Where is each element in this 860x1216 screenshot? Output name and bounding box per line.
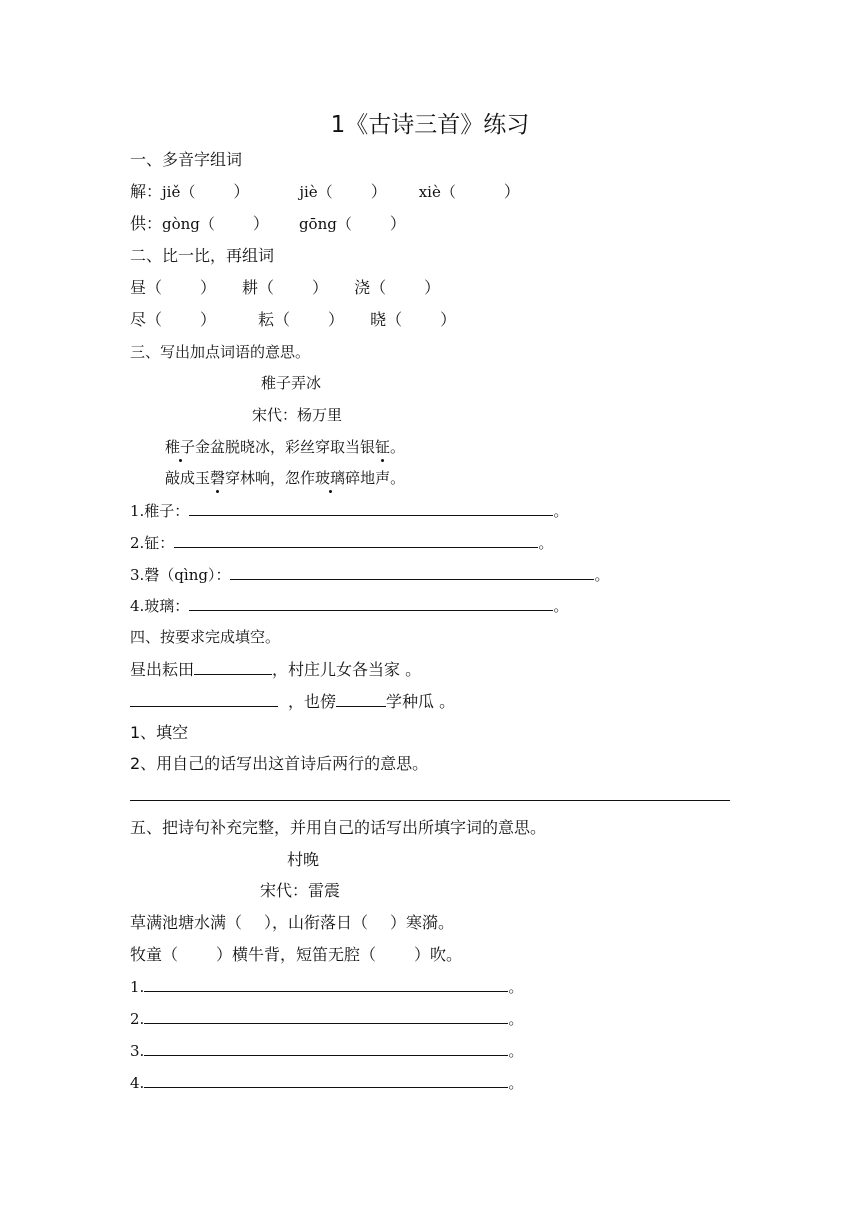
period: 。 — [508, 1042, 524, 1060]
dotted-word: 稚子 — [165, 438, 196, 456]
poem2-line1 — [130, 913, 454, 933]
compare-char: 耘（ — [258, 310, 291, 329]
poem-text: ）横牛背，短笛无腔（ — [216, 945, 377, 964]
paren: ） — [503, 182, 520, 201]
dotted-word: 钲 — [375, 438, 391, 456]
polyphone-row-gong — [130, 214, 406, 234]
answer-row-1 — [130, 977, 523, 997]
fill-line-2 — [130, 692, 455, 712]
answer-row-2 — [130, 1009, 523, 1029]
period: 。 — [553, 502, 569, 520]
poem-text: 草满池塘水满（ — [130, 913, 243, 932]
sub-question-2: 2、用自己的话写出这首诗后两行的意思。 — [130, 754, 429, 773]
answer-label: 1. — [130, 978, 145, 996]
fill-blank[interactable] — [130, 692, 278, 707]
polyphone-row-jie — [130, 182, 520, 202]
poem2-title: 村晚 — [287, 850, 320, 869]
meaning-q4 — [130, 596, 568, 616]
poem-text: 昼出耘田 — [130, 660, 195, 679]
paren: ） — [233, 182, 250, 201]
poem-text: ，村庄儿女各当家 。 — [272, 660, 422, 679]
question-label: 1.稚子： — [130, 502, 190, 520]
question-label: 4.玻璃： — [130, 597, 190, 615]
question-label: 2.钲： — [130, 534, 175, 552]
section4-heading: 四、按要求完成填空。 — [130, 628, 281, 646]
pinyin: gòng（ — [162, 215, 215, 233]
paren: ） — [389, 214, 406, 233]
answer-blank[interactable] — [174, 533, 538, 548]
section5-heading: 五、把诗句补充完整，并用自己的话写出所填字词的意思。 — [130, 818, 547, 837]
poem-text: ）寒漪。 — [390, 913, 455, 932]
paren: ） — [312, 278, 329, 297]
period: 。 — [553, 597, 569, 615]
paren: ） — [200, 278, 217, 297]
pinyin: gōng（ — [298, 215, 352, 233]
answer-row-4 — [130, 1073, 523, 1093]
paren: ） — [440, 310, 457, 329]
meaning-q2 — [130, 533, 553, 553]
pinyin: xiè（ — [418, 183, 456, 201]
poem-text: 牧童（ — [130, 945, 179, 964]
answer-blank[interactable] — [144, 1009, 508, 1024]
period: 。 — [594, 566, 610, 584]
poem-text: ）吹。 — [414, 945, 463, 964]
poem1-author: 宋代：杨万里 — [252, 406, 343, 424]
poem-text: 穿林响，忽作 — [225, 469, 316, 487]
compare-char: 尽（ — [130, 310, 163, 329]
poem2-line2 — [130, 945, 462, 965]
answer-line[interactable] — [130, 800, 730, 801]
fill-line-1 — [130, 660, 421, 680]
section1-heading: 一、多音字组词 — [130, 150, 243, 169]
compare-char: 晓（ — [370, 310, 403, 329]
poem2-author: 宋代：雷震 — [260, 881, 341, 900]
poem1-line2 — [165, 468, 405, 488]
paren: ） — [328, 310, 345, 329]
meaning-q3 — [130, 565, 610, 585]
paren: ） — [200, 310, 217, 329]
period: 。 — [508, 1074, 524, 1092]
meaning-q1 — [130, 501, 568, 521]
pinyin: jiè（ — [299, 183, 333, 201]
poem1-line1 — [165, 437, 405, 457]
char-label: 解： — [130, 182, 163, 201]
sub-question-1: 1、填空 — [130, 723, 189, 742]
fill-blank[interactable] — [336, 692, 386, 707]
answer-label: 2. — [130, 1010, 145, 1028]
question-label: 3.磬（qìng）： — [130, 566, 231, 584]
answer-row-3 — [130, 1041, 523, 1061]
paren: ） — [424, 278, 441, 297]
answer-blank[interactable] — [144, 1073, 508, 1088]
compare-char: 昼（ — [130, 278, 163, 297]
section2-heading: 二、比一比，再组词 — [130, 246, 275, 265]
dotted-word: 玻璃 — [315, 469, 346, 487]
compare-char: 耕（ — [242, 278, 275, 297]
poem-text: ），山衔落日（ — [264, 913, 369, 932]
section3-heading: 三、写出加点词语的意思。 — [130, 343, 311, 361]
poem-text: ，也傍 — [288, 692, 337, 711]
paren: ） — [370, 182, 387, 201]
poem1-title: 稚子弄冰 — [261, 374, 322, 392]
poem-text: 金盆脱晓冰，彩丝穿取当银 — [195, 438, 376, 456]
answer-blank[interactable] — [189, 501, 553, 516]
fill-blank[interactable] — [194, 660, 272, 675]
answer-blank[interactable] — [189, 596, 553, 611]
answer-blank[interactable] — [144, 977, 508, 992]
answer-blank[interactable] — [144, 1041, 508, 1056]
period: 。 — [508, 1010, 524, 1028]
poem-text: 。 — [390, 438, 406, 456]
compare-row-1 — [130, 278, 440, 298]
poem-text: 学种瓜 。 — [386, 692, 456, 711]
answer-blank[interactable] — [230, 565, 594, 580]
answer-label: 3. — [130, 1042, 145, 1060]
poem-text: 碎地声。 — [345, 469, 406, 487]
pinyin: jiě（ — [162, 183, 196, 201]
period: 。 — [508, 978, 524, 996]
compare-row-2 — [130, 310, 456, 330]
answer-label: 4. — [130, 1074, 145, 1092]
char-label: 供： — [130, 214, 163, 233]
dotted-word: 磬 — [210, 469, 226, 487]
compare-char: 浇（ — [354, 278, 387, 297]
period: 。 — [538, 534, 554, 552]
paren: ） — [252, 214, 269, 233]
poem-text: 敲成玉 — [165, 469, 211, 487]
page-title: 1《古诗三首》练习 — [330, 112, 530, 138]
